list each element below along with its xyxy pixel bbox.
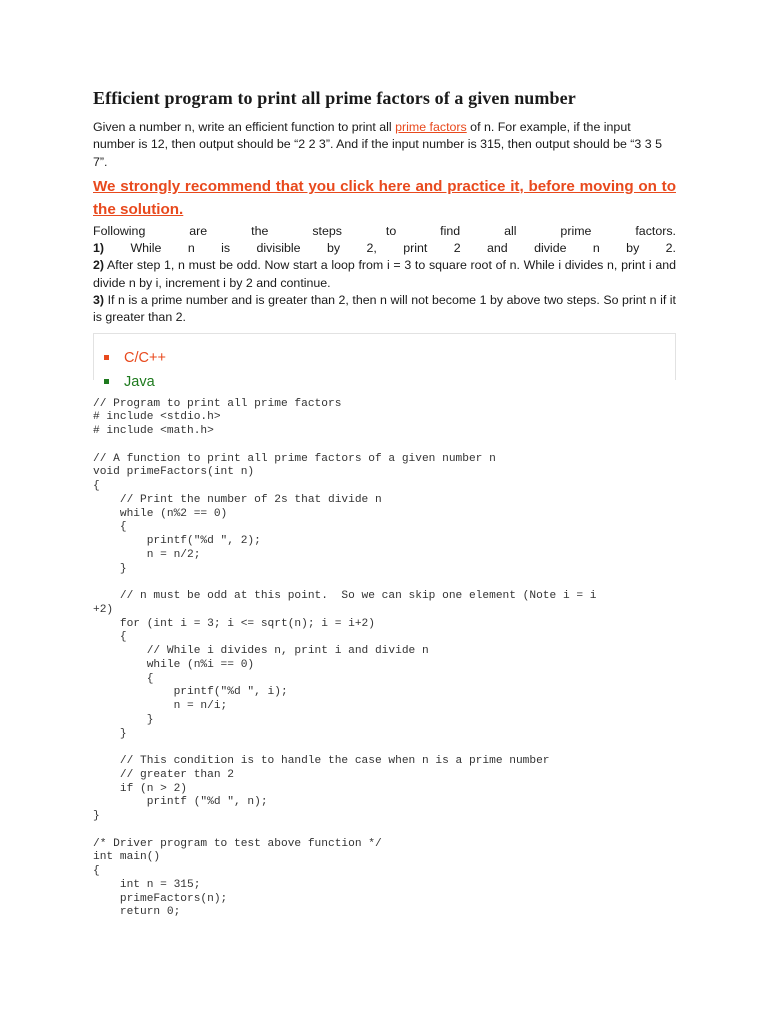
step-2 [93, 257, 676, 292]
step-2-number: 2) [93, 258, 105, 273]
intro-text-before: Given a number n, write an efficient function to print all [93, 120, 396, 134]
language-tabs [93, 333, 676, 390]
tab-java[interactable] [104, 370, 675, 394]
step-1-number: 1) [93, 241, 105, 256]
step-2-text: After step 1, n must be odd. Now start a loop from i = 3 to square root of n. While i divides n, print i and divide n by i, increment i by 2 and continue. [93, 258, 676, 290]
step-3-number: 3) [93, 293, 105, 308]
tab-java-label: Java [124, 373, 155, 390]
step-1-text: While n is divisible by 2, print 2 and divide n by 2. [130, 241, 677, 256]
article [93, 88, 676, 920]
practice-link[interactable]: We strongly recommend that you click here and practice it, before moving on to the solution. [93, 177, 676, 218]
tab-cpp[interactable] [104, 346, 675, 370]
steps-heading: Following are the steps to find all prime factors. [93, 223, 676, 238]
prime-factors-link[interactable]: prime factors [395, 120, 467, 134]
step-1 [93, 240, 676, 257]
intro-paragraph [93, 119, 676, 171]
code-block: // Program to print all prime factors # include <stdio.h> # include <math.h> // A function to print all prime factors of a given number n void primeFactors(int n) { // Print the number of 2s that divide n while (n%2 == 0) { printf("%d ", 2); n = n/2; } // n must be odd at this point. So we can skip one element (Note i = i +2) for (int i = 3; i <= sqrt(n); i = i+2) { // While i divides n, print i and divide n while (n%i == 0) { printf("%d ", i); n = n/i; } } // This condition is to handle the case when n is a prime number // greater than 2 if (n > 2) printf ("%d ", n); } /* Driver program to test above function */ int main() { int n = 315; primeFactors(n); return 0; [93, 397, 597, 919]
tab-cpp-label: C/C++ [124, 349, 166, 366]
step-3-text: If n is a prime number and is greater than 2, then n will not become 1 by above two steps. So print n if it is greater than 2. [93, 293, 677, 325]
step-3 [93, 292, 676, 327]
page-title: Efficient program to print all prime factors of a given number [93, 88, 576, 108]
intro-text-after: of n. For example, if the input number is 12, then output should be “2 2 3”. And if the input number is 315, then output should be “3 3 5 7”. [93, 120, 662, 169]
bullet-icon [104, 355, 109, 360]
bullet-icon [104, 379, 109, 384]
